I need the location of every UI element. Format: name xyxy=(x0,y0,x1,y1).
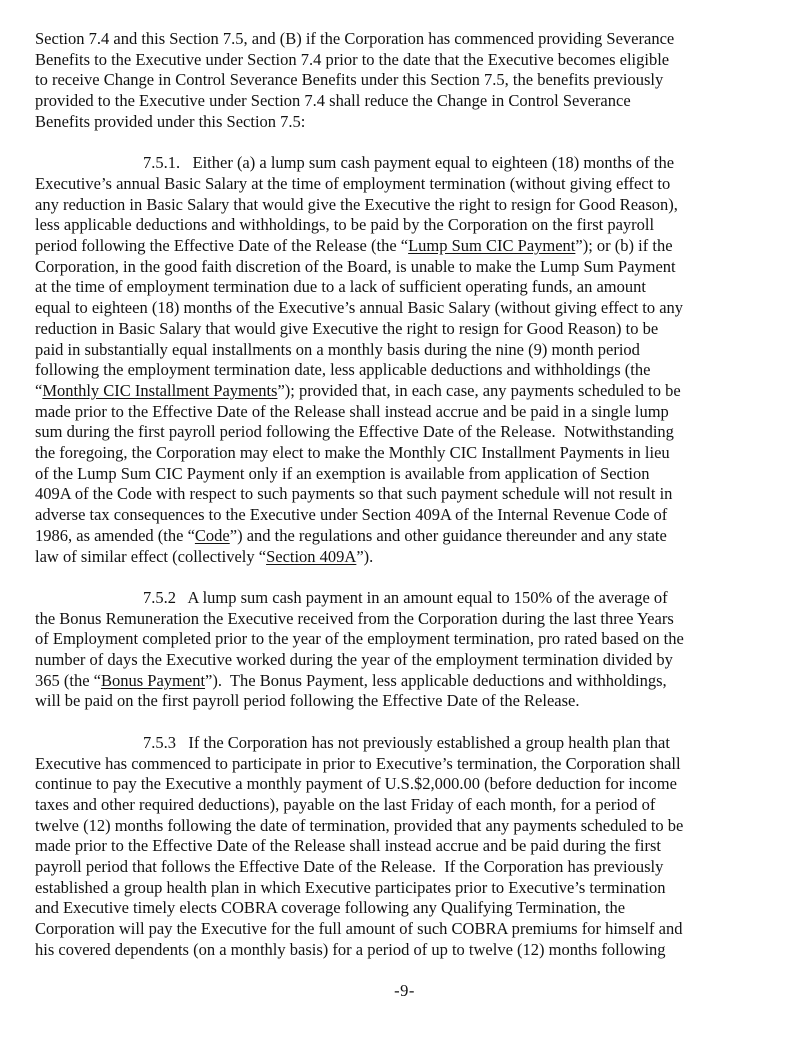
text-segment: the foregoing, the Corporation may elect to make the Monthly CIC Installment Payments in lieu xyxy=(35,443,670,463)
text-segment: 409A of the Code with respect to such payments so that such payment schedule will not result in xyxy=(35,484,673,504)
text-line xyxy=(35,733,781,754)
text-line xyxy=(35,650,781,671)
text-line xyxy=(35,215,781,236)
text-line xyxy=(35,898,781,919)
text-line xyxy=(35,402,781,423)
paragraph-7-5-3 xyxy=(35,733,781,961)
text-line xyxy=(35,878,781,899)
text-line xyxy=(35,671,781,692)
text-line xyxy=(35,298,781,319)
text-segment: the Bonus Remuneration the Executive received from the Corporation during the last three Years xyxy=(35,608,674,628)
text-segment: Benefits provided under this Section 7.5: xyxy=(35,111,306,131)
text-segment: number of days the Executive worked during the year of the employment termination divided by xyxy=(35,650,673,670)
text-segment: at the time of employment termination due to a lack of sufficient operating funds, an amount xyxy=(35,277,646,297)
text-segment: payroll period that follows the Effective Date of the Release. If the Corporation has previously xyxy=(35,857,664,877)
text-line xyxy=(35,319,781,340)
text-line xyxy=(35,381,781,402)
text-segment: following the employment termination date, less applicable deductions and withholdings (the xyxy=(35,360,651,380)
text-line xyxy=(35,464,781,485)
text-line xyxy=(35,195,781,216)
text-segment: of Employment completed prior to the year of the employment termination, pro rated based on the xyxy=(35,629,684,649)
defined-term: Lump Sum CIC Payment xyxy=(408,236,576,256)
text-segment: made prior to the Effective Date of the Release shall instead accrue and be paid in a single lump xyxy=(35,401,669,421)
text-segment: Corporation will pay the Executive for the full amount of such COBRA premiums for himself and xyxy=(35,919,683,939)
text-line xyxy=(35,629,781,650)
text-line xyxy=(35,443,781,464)
text-line xyxy=(35,919,781,940)
text-line xyxy=(35,174,781,195)
text-line xyxy=(35,774,781,795)
text-line xyxy=(35,340,781,361)
text-segment: any reduction in Basic Salary that would give the Executive the right to resign for Good Reason), xyxy=(35,194,678,214)
text-line xyxy=(35,422,781,443)
text-segment: adverse tax consequences to the Executive under Section 409A of the Internal Revenue Code of xyxy=(35,505,668,525)
text-line xyxy=(35,50,781,71)
text-segment: period following the Effective Date of the Release (the “ xyxy=(35,236,409,256)
text-line xyxy=(35,588,781,609)
text-line xyxy=(35,609,781,630)
text-line xyxy=(35,754,781,775)
text-line xyxy=(35,526,781,547)
text-segment: and Executive timely elects COBRA coverage following any Qualifying Termination, the xyxy=(35,898,626,918)
paragraph-7-5-intro xyxy=(35,29,781,133)
text-segment: made prior to the Effective Date of the Release shall instead accrue and be paid during the first xyxy=(35,836,661,856)
text-segment: his covered dependents (on a monthly basis) for a period of up to twelve (12) months following xyxy=(35,939,666,959)
text-segment: established a group health plan in which Executive participates prior to Executive’s termination xyxy=(35,877,666,897)
text-line xyxy=(35,153,781,174)
text-line xyxy=(35,505,781,526)
text-segment: continue to pay the Executive a monthly payment of U.S.$2,000.00 (before deduction for income xyxy=(35,774,677,794)
text-segment: twelve (12) months following the date of termination, provided that any payments scheduled to be xyxy=(35,815,684,835)
text-segment: 365 (the “ xyxy=(35,670,101,690)
text-line xyxy=(35,257,781,278)
text-segment: equal to eighteen (18) months of the Executive’s annual Basic Salary (without giving effect to any xyxy=(35,298,684,318)
defined-term: Bonus Payment xyxy=(100,670,206,690)
text-line xyxy=(35,29,781,50)
text-segment: less applicable deductions and withholdings, to be paid by the Corporation on the first payroll xyxy=(35,215,655,235)
text-segment: provided to the Executive under Section 7.4 shall reduce the Change in Control Severance xyxy=(35,91,631,111)
defined-term: Section 409A xyxy=(266,546,357,566)
text-segment: Corporation, in the good faith discretion of the Board, is unable to make the Lump Sum Payment xyxy=(35,256,676,276)
text-line xyxy=(35,70,781,91)
text-line xyxy=(35,236,781,257)
text-line xyxy=(35,691,781,712)
paragraph-7-5-1 xyxy=(35,153,781,567)
text-segment: will be paid on the first payroll period following the Effective Date of the Release. xyxy=(35,691,580,711)
text-segment: Executive has commenced to participate in prior to Executive’s termination, the Corporation shall xyxy=(35,753,681,773)
text-segment: ”) and the regulations and other guidance thereunder and any state xyxy=(229,525,667,545)
text-segment: Benefits to the Executive under Section 7.4 prior to the date that the Executive becomes eligible xyxy=(35,49,670,69)
text-segment: Executive’s annual Basic Salary at the time of employment termination (without giving effect to xyxy=(35,173,671,193)
text-segment: sum during the first payroll period following the Effective Date of the Release. Notwithstanding xyxy=(35,422,674,442)
text-segment: 7.5.1. Either (a) a lump sum cash payment equal to eighteen (18) months of the xyxy=(143,153,675,173)
paragraph-7-5-2 xyxy=(35,588,781,712)
text-line xyxy=(35,112,781,133)
text-segment: law of similar effect (collectively “ xyxy=(35,546,267,566)
text-segment: 1986, as amended (the “ xyxy=(35,525,195,545)
text-segment: to receive Change in Control Severance Benefits under this Section 7.5, the benefits previously xyxy=(35,70,664,90)
text-segment: ”). The Bonus Payment, less applicable deductions and withholdings, xyxy=(205,670,667,690)
text-line xyxy=(35,91,781,112)
text-segment: paid in substantially equal installments on a monthly basis during the nine (9) month period xyxy=(35,339,640,359)
text-segment: reduction in Basic Salary that would give Executive the right to resign for Good Reason) to be xyxy=(35,318,659,338)
page-number: -9- xyxy=(394,981,415,1001)
defined-term: Monthly CIC Installment Payments xyxy=(42,380,278,400)
text-segment: 7.5.3 If the Corporation has not previously established a group health plan that xyxy=(143,732,670,752)
text-line xyxy=(35,857,781,878)
text-line xyxy=(35,836,781,857)
text-segment: “ xyxy=(35,380,43,400)
text-segment: of the Lump Sum CIC Payment only if an exemption is available from application of Section xyxy=(35,463,650,483)
text-line xyxy=(35,547,781,568)
text-segment: Section 7.4 and this Section 7.5, and (B) if the Corporation has commenced providing Severance xyxy=(35,29,675,48)
text-segment: ”); or (b) if the xyxy=(575,236,673,256)
text-line xyxy=(35,940,781,961)
defined-term: Code xyxy=(194,525,230,545)
text-line xyxy=(35,277,781,298)
text-line xyxy=(35,484,781,505)
text-line xyxy=(35,795,781,816)
text-segment: 7.5.2 A lump sum cash payment in an amount equal to 150% of the average of xyxy=(143,587,668,607)
text-segment: ”). xyxy=(356,546,374,566)
text-line xyxy=(35,360,781,381)
text-line xyxy=(35,816,781,837)
text-segment: ”); provided that, in each case, any payments scheduled to be xyxy=(277,380,681,400)
text-segment: taxes and other required deductions), payable on the last Friday of each month, for a period of xyxy=(35,794,656,814)
